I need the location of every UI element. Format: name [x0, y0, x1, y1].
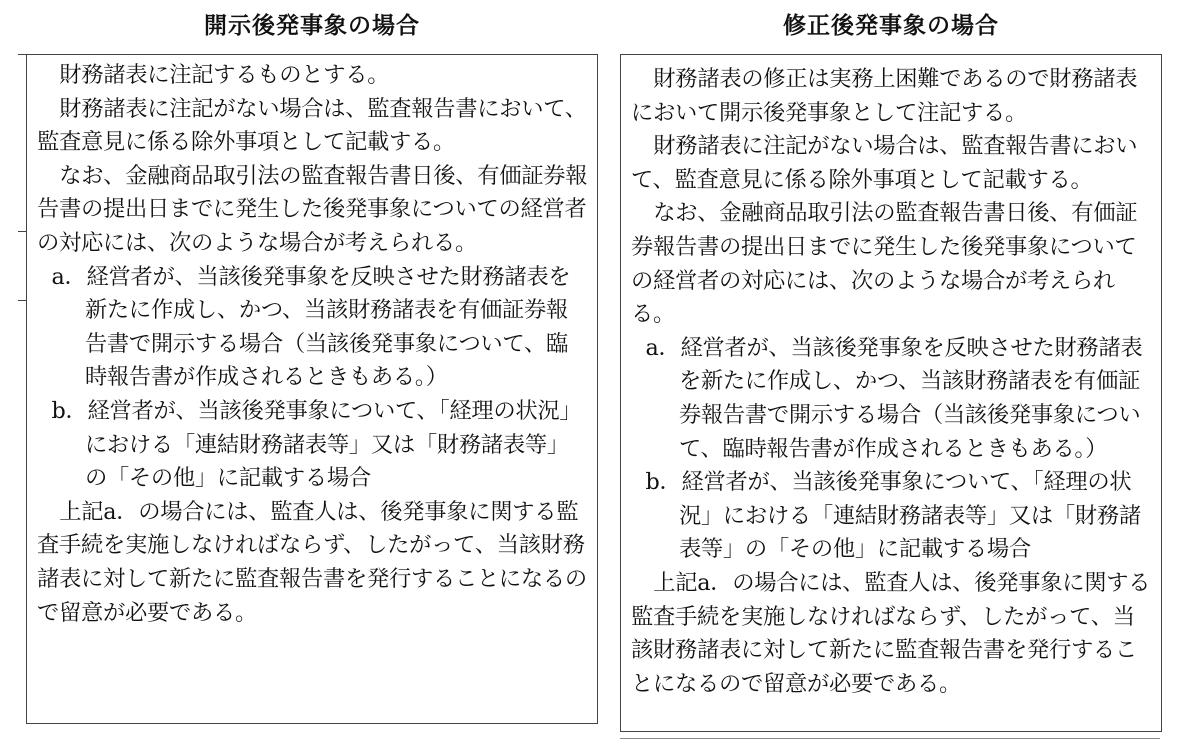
bottom-rule — [620, 738, 1160, 739]
left-paragraph-3: なお、金融商品取引法の監査報告書日後、有価証券報告書の提出日までに発生した後発事象についての経営者の対応には、次のような場合が考えられる。 — [37, 162, 588, 256]
left-margin-tick — [18, 54, 26, 55]
right-panel — [620, 54, 1162, 732]
right-column-title: 修正後発事象の場合 — [783, 13, 999, 39]
left-margin-tick — [18, 300, 26, 301]
left-item-a: a．経営者が、当該後発事象を反映させた財務諸表を新たに作成し、かつ、当該財務諸表を有価証券報告書で開示する場合（当該後発事象について、臨時報告書が作成されるときもある。） — [51, 263, 571, 391]
right-paragraph-3: なお、金融商品取引法の監査報告書日後、有価証券報告書の提出日までに発生した後発事象についての経営者の対応には、次のような場合が考えられる。 — [631, 200, 1138, 328]
right-item-a: a．経営者が、当該後発事象を反映させた財務諸表を新たに作成し、かつ、当該財務諸表を有価証券報告書で開示する場合（当該後発事象について、臨時報告書が作成されるときもある。） — [645, 334, 1143, 462]
left-paragraph-1: 財務諸表に注記するものとする。 — [59, 62, 390, 88]
right-paragraph-2: 財務諸表に注記がない場合は、監査報告書において、監査意見に係る除外事項として記載する。 — [631, 133, 1138, 193]
left-closing-paragraph: 上記a．の場合には、監査人は、後発事象に関する監査手続を実施しなければならず、したがって、当該財務諸表に対して新たに監査報告書を発行することになるので留意が必要である。 — [37, 498, 587, 626]
right-paragraph-1: 財務諸表の修正は実務上困難であるので財務諸表において開示後発事象として注記する。 — [631, 66, 1138, 126]
right-item-b: b．経営者が、当該後発事象について、「経理の状況」における「連結財務諸表等」又は「財務諸表等」の「その他」に記載する場合 — [645, 469, 1141, 563]
left-item-b: b．経営者が、当該後発事象について、「経理の状況」における「連結財務諸表等」又は「財務諸表等」の「その他」に記載する場合 — [51, 397, 582, 492]
left-margin-tick — [18, 231, 26, 232]
left-panel — [26, 54, 598, 724]
left-column-title: 開示後発事象の場合 — [204, 13, 420, 39]
left-paragraph-2: 財務諸表に注記がない場合は、監査報告書において、監査意見に係る除外事項として記載する。 — [37, 95, 587, 156]
right-closing-paragraph: 上記a．の場合には、監査人は、後発事象に関する監査手続を実施しなければならず、したがって、当該財務諸表に対して新たに監査報告書を発行することになるので留意が必要である。 — [631, 569, 1151, 697]
